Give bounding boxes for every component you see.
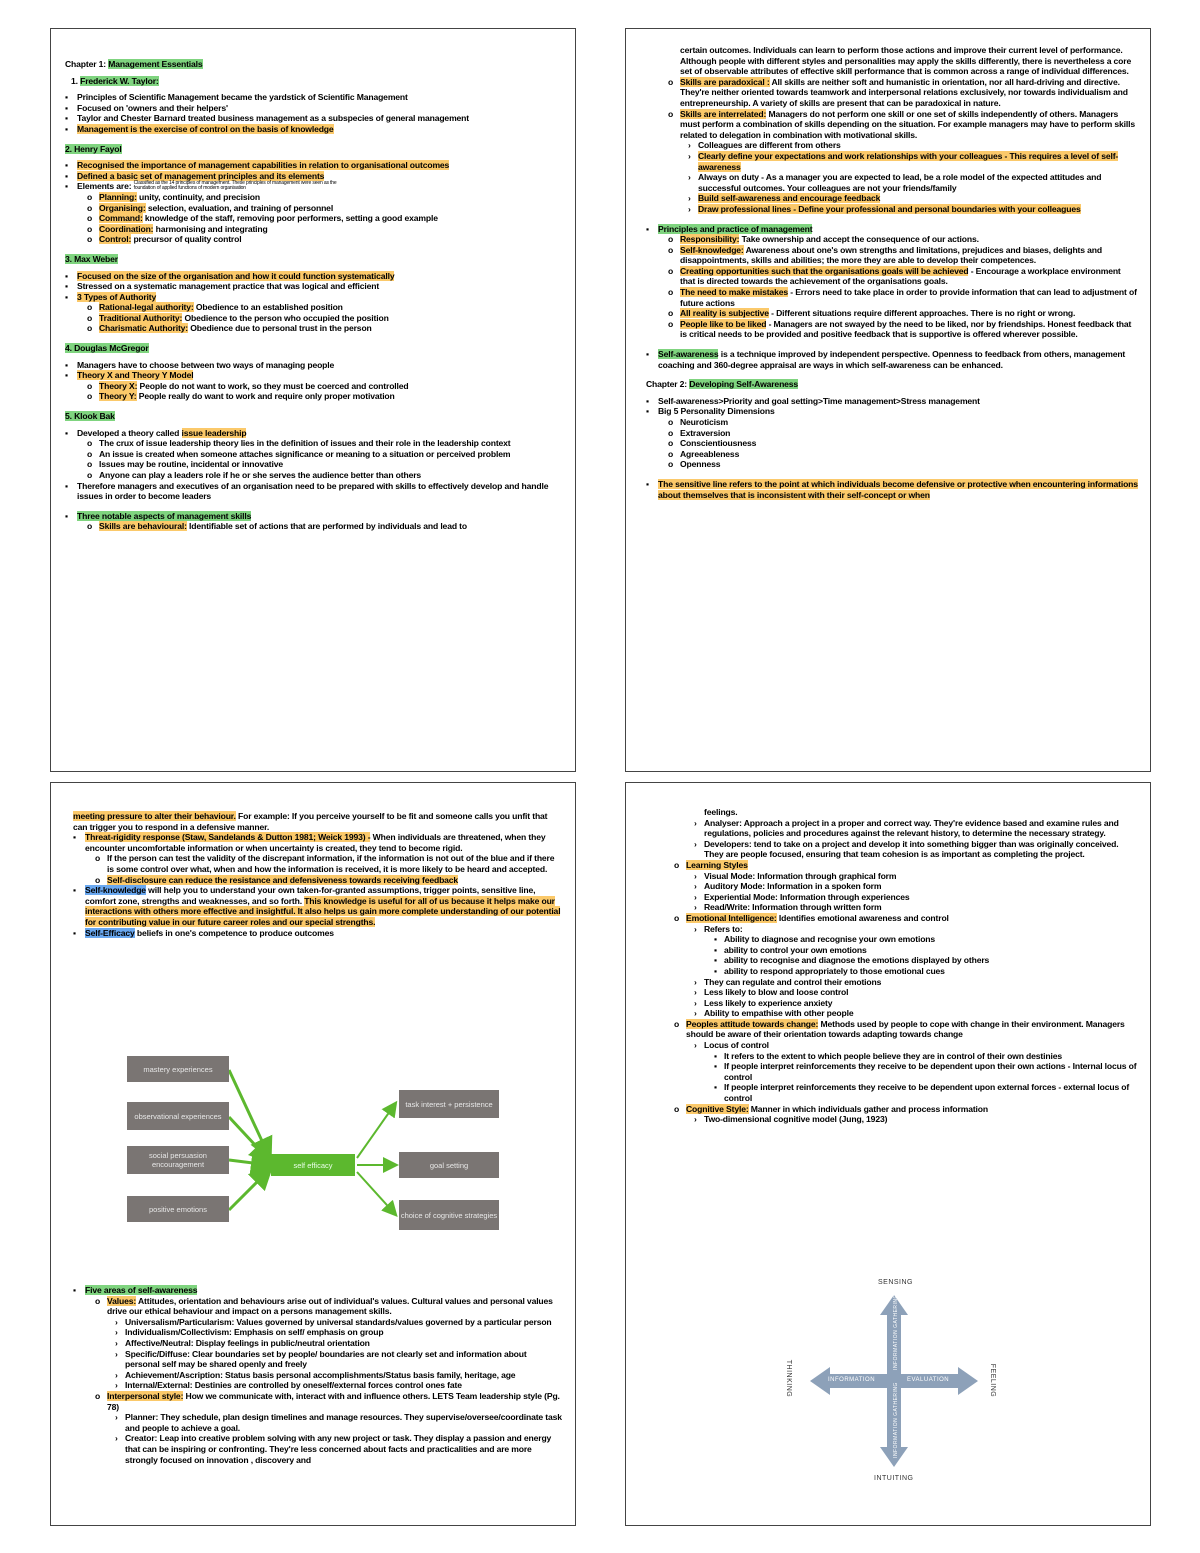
cognitive-style-quadrant <box>785 1279 997 1482</box>
diagram-arrow <box>229 1070 269 1156</box>
list-item: ▪ Threat-rigidity response (Staw, Sandelands & Dutton 1981; Weick 1993) - When individuals are threatened, when they encounter uncomfortable information or when uncertainty is created, they tend to become rigid. <box>73 832 563 853</box>
list-item: o Control: precursor of quality control <box>65 234 563 245</box>
intuiting-label: INTUITING <box>874 1475 914 1482</box>
diagram-input-box: mastery experiences <box>127 1056 229 1082</box>
list-item: › Refers to: <box>652 924 1138 935</box>
information-gathering-label: INFORMATION GATHERING <box>892 1382 899 1458</box>
list-item: › Achievement/Ascription: Status basis personal accomplishments/Status basis family, heritage, age <box>73 1370 563 1381</box>
list-item: meeting pressure to alter their behaviour. For example: If you perceive yourself to be fit and someone calls you unfit that can trigger you to respond in a defensive manner. <box>73 811 548 832</box>
list-item: o Agreeableness <box>646 449 1138 460</box>
diagram-center-box: self efficacy <box>271 1154 355 1176</box>
document-page-1 <box>50 28 576 772</box>
list-item: ▪ Ability to diagnose and recognise your own emotions <box>652 934 1138 945</box>
list-item: certain outcomes. Individuals can learn to perform those actions and improve their current level of performance. Although people with different styles and personalities may apply the skills differently, there is nevertheless a core set of observable attributes of effective skill performance that is common across a range of individual differences. <box>680 45 1132 77</box>
list-item: ▪ Developed a theory called issue leadership <box>65 428 563 439</box>
list-item: ▪ Theory X and Theory Y Model <box>65 370 563 381</box>
list-item: ▪ If people interpret reinforcements they receive to be dependent upon external forces - external locus of control <box>652 1082 1138 1103</box>
list-item: › Developers: tend to take on a project and develop it into something bigger than was originally conceived. They are people focused, ensuring that team cohesion is as important as completing the project. <box>652 839 1138 860</box>
document-page-3 <box>50 782 576 1526</box>
list-item: o Emotional Intelligence: Identifies emotional awareness and control <box>652 913 1138 924</box>
list-item: ▪ 3 Types of Authority <box>65 292 563 303</box>
list-item: o Skills are interrelated: Managers do not perform one skill or one set of skills independently of others. Managers must perform a combination of skills depending on the situation. For example managers may have to perform skills related to delegation in combination with motivational skills. <box>646 109 1138 141</box>
diagram-output-box: choice of cognitive strategies <box>399 1200 499 1230</box>
list-item: o Anyone can play a leaders role if he or she serves the audience better than others <box>65 470 563 481</box>
diagram-output-box: task interest + persistence <box>399 1090 499 1118</box>
diagram-arrow <box>229 1160 269 1165</box>
list-item: › Auditory Mode: Information in a spoken form <box>652 881 1138 892</box>
list-item: › Always on duty - As a manager you are expected to lead, be a role model of the expected attitudes and successful outcomes. Your colleagues are not your friends/family <box>646 172 1138 193</box>
list-item: › Less likely to experience anxiety <box>652 998 1138 1009</box>
bak-heading: 5. Klook Bak <box>65 411 115 422</box>
diagram-arrow <box>357 1104 395 1158</box>
list-item: › Visual Mode: Information through graphical form <box>652 871 1138 882</box>
list-item: › Planner: They schedule, plan design timelines and manage resources. They supervise/oversee/coordinate task and people to achieve a goal. <box>73 1412 563 1433</box>
list-item: ▪ Focused on 'owners and their helpers' <box>65 103 563 114</box>
list-item: › They can regulate and control their emotions <box>652 977 1138 988</box>
thinking-label: THINKING <box>785 1359 793 1398</box>
list-item: o Skills are behavioural: Identifiable set of actions that are performed by individuals and lead to <box>65 521 563 532</box>
list-item: ▪ ability to recognise and diagnose the emotions displayed by others <box>652 955 1138 966</box>
diagram-arrow <box>357 1172 395 1214</box>
diagram-input-box: social persuasion encouragement <box>127 1146 229 1174</box>
list-item: ▪ Self-Efficacy beliefs in one's competence to produce outcomes <box>73 928 563 939</box>
diagram-input-box: positive emotions <box>127 1196 229 1222</box>
list-item: o Cognitive Style: Manner in which individuals gather and process information <box>652 1104 1138 1115</box>
list-item: o Learning Styles <box>652 860 1138 871</box>
mcgregor-heading: 4. Douglas McGregor <box>65 343 149 354</box>
chapter-2-heading: Chapter 2: Developing Self-Awareness <box>646 379 799 390</box>
self-efficacy-diagram <box>121 1048 511 1268</box>
evaluation-label: EVALUATION <box>907 1377 950 1383</box>
list-item: ▪ Elements are: Classified as the 14 principles of management. These principles of management were seen as the foundation of applied functions of modern organisation <box>65 181 563 192</box>
list-item: › Locus of control <box>652 1040 1138 1051</box>
list-item: o Openness <box>646 459 1138 470</box>
list-item: ▪ Principles of Scientific Management became the yardstick of Scientific Management <box>65 92 563 103</box>
list-item: o Charismatic Authority: Obedience due to personal trust in the person <box>65 323 563 334</box>
diagram-output-box: goal setting <box>399 1152 499 1178</box>
weber-heading: 3. Max Weber <box>65 253 118 264</box>
list-item: ▪ Therefore managers and executives of an organisation need to be prepared with skills to effectively develop and handle issues in order to become leaders <box>65 481 563 502</box>
information-label: INFORMATION <box>828 1377 876 1383</box>
list-item: ▪ Self-knowledge will help you to understand your own taken-for-granted assumptions, trigger points, sensitive line, comfort zone, strengths and weaknesses, and so forth. This knowledge is useful for all of us because it helps make our interactions with others more effective and insightful. It also helps us gain more complete understanding of our potential for contributing value in our future career roles and our special strengths. <box>73 885 563 927</box>
list-item: ▪ It refers to the extent to which people believe they are in control of their own destinies <box>652 1051 1138 1062</box>
list-item: ▪ Stressed on a systematic management practice that was logical and efficient <box>65 281 563 292</box>
list-item: o Extraversion <box>646 428 1138 439</box>
list-item: › Analyser: Approach a project in a proper and correct way. They're evidence based and examine rules and regulations, policies and procedures against the relevant history, to determine the necessary strategy. <box>652 818 1138 839</box>
list-item: ▪ ability to respond appropriately to those emotional cues <box>652 966 1138 977</box>
taylor-heading: 1. Frederick W. Taylor: <box>71 75 159 86</box>
list-item: o Responsibility: Take ownership and accept the consequence of our actions. <box>646 234 1138 245</box>
list-item: ▪ Five areas of self-awareness <box>73 1285 563 1296</box>
list-item: ▪ Self-awareness>Priority and goal setting>Time management>Stress management <box>646 396 1138 407</box>
list-item: o If the person can test the validity of the discrepant information, if the information is not out of the blue and if there is some control over what, when and how the information is received, it is more likely to be heard and accepted. <box>73 853 563 874</box>
list-item: o An issue is created when someone attaches significance or meaning to a situation or perceived problem <box>65 449 563 460</box>
list-item: o Neuroticism <box>646 417 1138 428</box>
list-item: o Command: knowledge of the staff, removing poor performers, setting a good example <box>65 213 563 224</box>
list-item: ▪ The sensitive line refers to the point at which individuals become defensive or protective when encountering informations about themselves that is inconsistent with their self-concept or when <box>646 479 1138 500</box>
list-item: o Issues may be routine, incidental or innovative <box>65 459 563 470</box>
list-item: o Peoples attitude towards change: Methods used by people to cope with change in their environment. Managers should be aware of their orientation towards adapting towards change <box>652 1019 1138 1040</box>
list-item: ▪ ability to control your own emotions <box>652 945 1138 956</box>
list-item: ▪ Focused on the size of the organisation and how it could function systematically <box>65 271 563 282</box>
list-item: o Theory X: People do not want to work, so they must be coerced and controlled <box>65 381 563 392</box>
list-item: › Build self-awareness and encourage feedback <box>646 193 1138 204</box>
list-item: › Creator: Leap into creative problem solving with any new project or task. They display a passion and energy that can be inspiring or confronting. They're less concerned about facts and practicalities and are more strongly focused on innovation , discovery and <box>73 1433 563 1465</box>
list-item: o Creating opportunities such that the organisations goals will be achieved - Encourage a workplace environment that is directed towards the achievement of the organisations goals. <box>646 266 1138 287</box>
list-item: ▪ Managers have to choose between two ways of managing people <box>65 360 563 371</box>
list-item: o Conscientiousness <box>646 438 1138 449</box>
list-item: o Interpersonal style: How we communicate with, interact with and influence others. LETS Team leadership style (Pg. 78) <box>73 1391 563 1412</box>
list-item: › Specific/Diffuse: Clear boundaries set by people/ boundaries are not clearly set and information about personal self may be shared openly and freely <box>73 1349 563 1370</box>
list-item: o Traditional Authority: Obedience to the person who occupied the position <box>65 313 563 324</box>
list-item: › Colleagues are different from others <box>646 140 1138 151</box>
list-item: o Self-disclosure can reduce the resistance and defensiveness towards receiving feedback <box>73 875 563 886</box>
list-item: › Two-dimensional cognitive model (Jung, 1923) <box>652 1114 1138 1125</box>
list-item: › Ability to empathise with other people <box>652 1008 1138 1019</box>
list-item: o Values: Attitudes, orientation and behaviours arise out of individual's values. Cultural values and personal values drive our ethical behaviour and impact on a persons management skills. <box>73 1296 563 1317</box>
list-item: › Read/Write: Information through written form <box>652 902 1138 913</box>
list-item: o The crux of issue leadership theory lies in the definition of issues and their role in the leadership context <box>65 438 563 449</box>
list-item: › Internal/External: Destinies are controlled by oneself/external forces control ones fate <box>73 1380 563 1391</box>
list-item: o People like to be liked - Managers are not swayed by the need to be liked, nor by friendships. Honest feedback that is critical needs to be provided and positive feedback that is supportive is offered wherever possible. <box>646 319 1138 340</box>
sensing-label: SENSING <box>878 1279 914 1286</box>
list-item: ▪ Defined a basic set of management principles and its elements <box>65 171 563 182</box>
list-item: o Planning: unity, continuity, and precision <box>65 192 563 203</box>
list-item: ▪ Big 5 Personality Dimensions <box>646 406 1138 417</box>
list-item: o All reality is subjective - Different situations require different approaches. There is no right or wrong. <box>646 308 1138 319</box>
list-item: o The need to make mistakes - Errors need to take place in order to provide information that can lead to adjustment of future actions <box>646 287 1138 308</box>
diagram-input-box: observational experiences <box>127 1102 229 1130</box>
list-item: › Affective/Neutral: Display feelings in public/neutral orientation <box>73 1338 563 1349</box>
document-page-2 <box>625 28 1151 772</box>
fayol-heading: 2. Henry Fayol <box>65 143 122 154</box>
list-item: ▪ Recognised the importance of management capabilities in relation to organisational outcomes <box>65 160 563 171</box>
list-item: o Theory Y: People really do want to work and require only proper motivation <box>65 391 563 402</box>
list-item: ▪ Self-awareness is a technique improved by independent perspective. Openness to feedback from others, management coaching and 360-degree appraisal are ways in which self-awareness can be enhanced. <box>646 349 1138 370</box>
elements-note: Classified as the 14 principles of management. These principles of management were seen as the foundation of applied functions of modern organisation <box>133 180 337 192</box>
list-item: › Universalism/Particularism: Values governed by universal standards/values governed by a particular person <box>73 1317 563 1328</box>
list-item: › Individualism/Collectivism: Emphasis on self/ emphasis on group <box>73 1327 563 1338</box>
list-item: ▪ Management is the exercise of control on the basis of knowledge <box>65 124 563 135</box>
list-item: o Rational-legal authority: Obedience to an established position <box>65 302 563 313</box>
list-item: › Experiential Mode: Information through experiences <box>652 892 1138 903</box>
list-item: › Less likely to blow and loose control <box>652 987 1138 998</box>
list-item: ▪ If people interpret reinforcements they receive to be dependent upon their own actions - Internal locus of control <box>652 1061 1138 1082</box>
list-item: › Draw professional lines - Define your professional and personal boundaries with your colleagues <box>646 204 1138 215</box>
list-item: ▪ Principles and practice of management <box>646 224 1138 235</box>
list-item: › Clearly define your expectations and work relationships with your colleagues - This requires a level of self-awareness <box>646 151 1138 172</box>
diagram-arrow <box>229 1117 269 1160</box>
chapter-1-heading: Chapter 1: Management Essentials <box>65 59 203 69</box>
feeling-label: FEELING <box>989 1363 997 1398</box>
diagram-arrow <box>229 1170 269 1210</box>
list-item: o Coordination: harmonising and integrating <box>65 224 563 235</box>
list-item: ▪ Taylor and Chester Barnard treated business management as a subspecies of general management <box>65 113 563 124</box>
list-item: o Organising: selection, evaluation, and training of personnel <box>65 203 563 214</box>
list-item: feelings. <box>704 807 738 817</box>
list-item: o Self-knowledge: Awareness about one's own strengths and limitations, prejudices and biases, delights and disappointments, skills and abilities; the more they are able to develop their competences. <box>646 245 1138 266</box>
list-item: ▪ Three notable aspects of management skills <box>65 511 563 522</box>
list-item: o Skills are paradoxical : All skills are neither soft and humanistic in orientation, nor all hard-driving and directive. They're neither oriented towards teamwork and interpersonal relations exclusively, nor towards individualism and entrepreneurship. A variety of skills are present that can be paradoxical in nature. <box>646 77 1138 109</box>
document-page-4 <box>625 782 1151 1526</box>
information-gathering-label: INFORMATION GATHERING <box>892 1294 899 1370</box>
